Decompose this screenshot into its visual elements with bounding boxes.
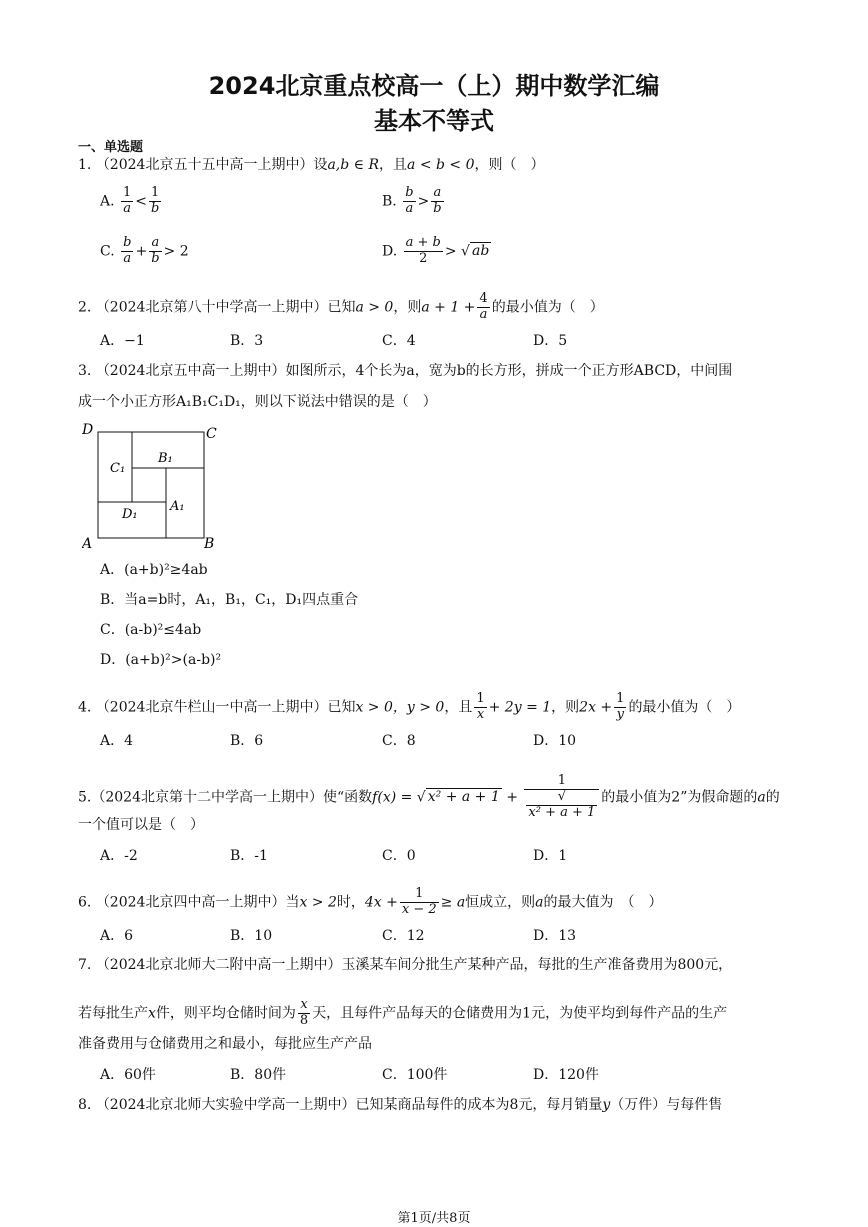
fig-label-a1: A₁ bbox=[170, 499, 185, 514]
question-5-stem-line2: 一个值可以是（ ） bbox=[78, 817, 204, 833]
question-3-option-d[interactable]: D．(a+b)²>(a-b)² bbox=[100, 652, 222, 668]
page-footer: 第1页/共8页 bbox=[397, 1211, 471, 1226]
question-5-option-d[interactable]: D．1 bbox=[533, 848, 568, 864]
fig-label-b: B bbox=[204, 536, 215, 552]
question-7-stem-line2: 若每批生产x件，则平均仓储时间为 $\frac{x}{8}$ 天，且每件产品每天的仓储费用为1元，为使平均到每件产品的生产 bbox=[78, 997, 728, 1028]
question-5-option-a[interactable]: A．-2 bbox=[100, 848, 138, 864]
question-3-stem-line1: 3. （2024北京五中高一上期中）如图所示，4个长为a，宽为b的长方形，拼成一个正方形ABCD，中间围 bbox=[78, 363, 733, 379]
fig-label-a: A bbox=[82, 536, 93, 552]
question-5-option-c[interactable]: C．0 bbox=[382, 848, 416, 864]
question-7-stem-line1: 7. （2024北京北师大二附中高一上期中）玉溪某车间分批生产某种产品，每批的生产准备费用为800元， bbox=[78, 957, 733, 973]
section-heading: 一、单选题 bbox=[78, 140, 144, 155]
question-7-option-a[interactable]: A．60件 bbox=[100, 1067, 156, 1083]
question-1-option-d[interactable]: D. $\frac{a + b}{2}$ > √ ab bbox=[382, 235, 490, 266]
question-8-stem: 8. （2024北京北师大实验中学高一上期中）已知某商品每件的成本为8元，每月销量y（万件）与每件售 bbox=[78, 1097, 723, 1113]
page-title: 2024北京重点校高一（上）期中数学汇编 bbox=[208, 72, 660, 100]
question-3-stem-line2: 成一个小正方形A₁B₁C₁D₁，则以下说法中错误的是（ ） bbox=[78, 394, 437, 410]
question-1-option-b[interactable]: B. $\frac{b}{a}$ > $\frac{a}{b}$ bbox=[382, 185, 442, 216]
question-4-option-d[interactable]: D．10 bbox=[533, 733, 577, 749]
question-1-option-a[interactable]: A. $\frac{1}{a}$ < $\frac{1}{b}$ bbox=[100, 185, 160, 216]
question-3-figure bbox=[82, 420, 222, 552]
question-6-stem: 6. （2024北京四中高一上期中）当x > 2时，4x + $\frac{1}{x - 2}$ ≥ a恒成立，则a的最大值为 （ ） bbox=[78, 886, 663, 917]
question-3-option-b[interactable]: B．当a=b时，A₁，B₁，C₁，D₁四点重合 bbox=[100, 592, 359, 608]
fig-label-c1: C₁ bbox=[110, 461, 126, 476]
question-1-option-c[interactable]: C. $\frac{b}{a}$ + $\frac{a}{b}$ > 2 bbox=[100, 235, 189, 266]
question-6-option-b[interactable]: B．10 bbox=[230, 928, 273, 944]
question-7-stem-line3: 准备费用与仓储费用之和最小，每批应生产产品 bbox=[78, 1036, 372, 1052]
question-6-option-c[interactable]: C．12 bbox=[382, 928, 425, 944]
question-6-option-a[interactable]: A．6 bbox=[100, 928, 134, 944]
question-3-option-c[interactable]: C．(a-b)²≤4ab bbox=[100, 622, 202, 638]
question-1-stem: 1. （2024北京五十五中高一上期中）设a,b ∈ R，且a < b < 0，则（ ） bbox=[78, 157, 545, 173]
question-7-option-b[interactable]: B．80件 bbox=[230, 1067, 287, 1083]
fig-label-d1: D₁ bbox=[122, 507, 138, 522]
question-2-option-c[interactable]: C．4 bbox=[382, 333, 416, 349]
question-7-option-d[interactable]: D．120件 bbox=[533, 1067, 599, 1083]
question-2-stem: 2. （2024北京第八十中学高一上期中）已知a > 0，则a + 1 + $\frac{4}{a}$ 的最小值为（ ） bbox=[78, 291, 604, 322]
page-subtitle: 基本不等式 bbox=[374, 107, 494, 135]
question-7-option-c[interactable]: C．100件 bbox=[382, 1067, 448, 1083]
question-4-option-c[interactable]: C．8 bbox=[382, 733, 416, 749]
question-5-option-b[interactable]: B．-1 bbox=[230, 848, 268, 864]
question-4-option-a[interactable]: A．4 bbox=[100, 733, 134, 749]
question-2-option-d[interactable]: D．5 bbox=[533, 333, 568, 349]
question-2-option-b[interactable]: B．3 bbox=[230, 333, 264, 349]
question-4-option-b[interactable]: B．6 bbox=[230, 733, 264, 749]
fig-label-d: D bbox=[82, 422, 94, 438]
fig-label-c: C bbox=[206, 426, 217, 442]
question-2-option-a[interactable]: A．−1 bbox=[100, 333, 145, 349]
question-6-option-d[interactable]: D．13 bbox=[533, 928, 577, 944]
question-4-stem: 4. （2024北京牛栏山一中高一上期中）已知x > 0，y > 0，且 $\frac{1}{x}$ + 2y = 1，则2x + $\frac{1}{y}$ 的最小值为（ ） bbox=[78, 691, 741, 722]
question-5-stem-line1: 5.（2024北京第十二中学高一上期中）使“函数f(x) = √ x² + a + 1 + 1 √ x² + a + 1 的最小值为2”为假命题的a的 bbox=[78, 773, 780, 820]
question-3-option-a[interactable]: A．(a+b)²≥4ab bbox=[100, 562, 208, 578]
fig-label-b1: B₁ bbox=[158, 451, 173, 466]
